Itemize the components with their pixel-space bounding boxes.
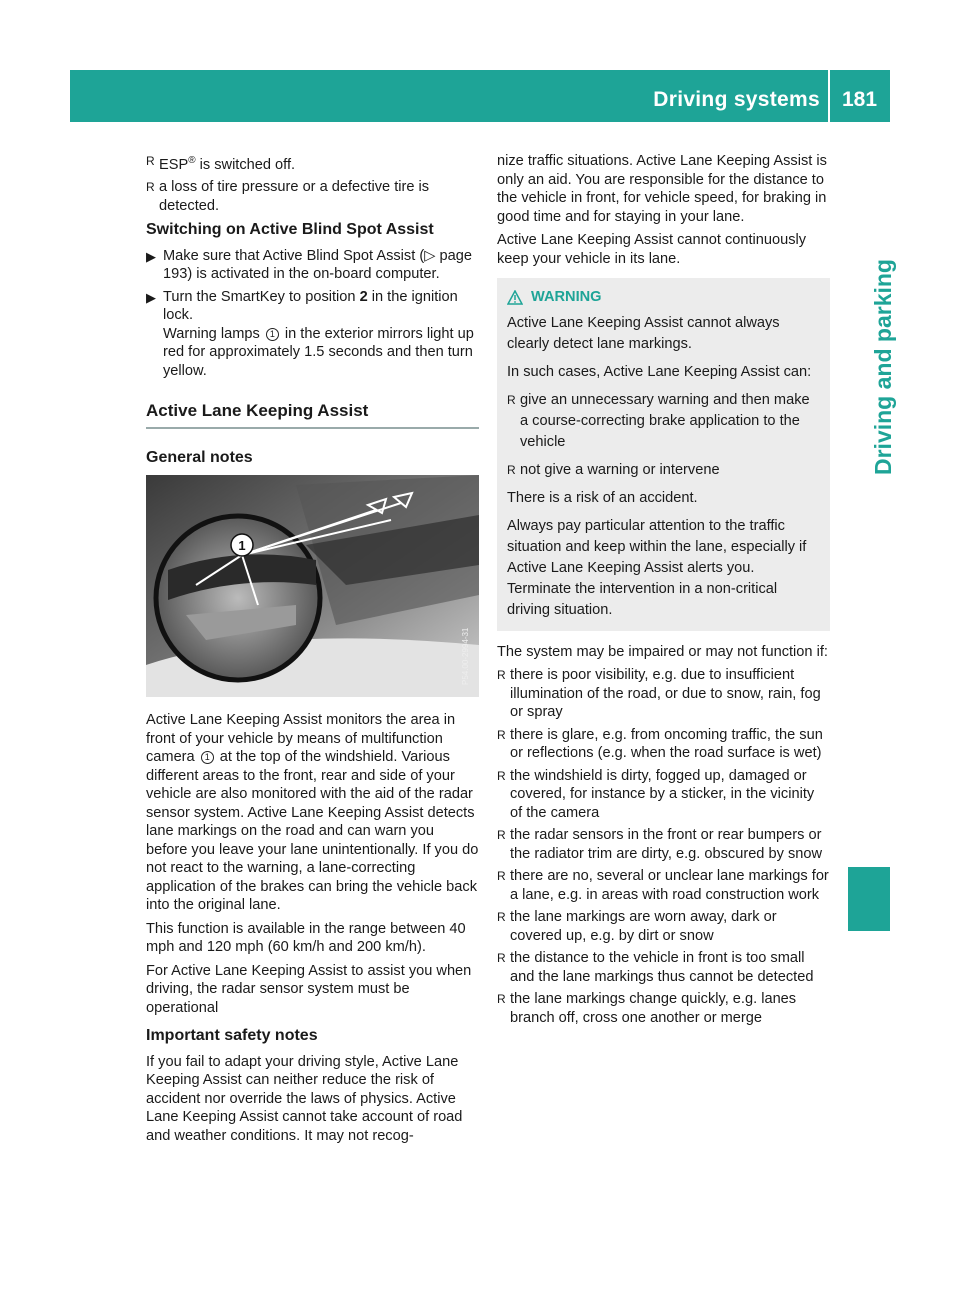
list-item: R the radar sensors in the front or rear bumpers or the radiator trim are dirty, e.g. obscured by snow — [497, 827, 823, 862]
callout-1-icon: 1 — [266, 328, 279, 341]
paragraph: nize traffic situations. Active Lane Keeping Assist is only an aid. You are responsible for the distance to the vehicle in front, for vehicle speed, for braking in good time and for staying in your lane. — [497, 153, 827, 225]
bullet-mark: R — [497, 869, 506, 883]
bullet-mark: R — [497, 910, 506, 924]
list-item: R not give a warning or intervene — [507, 460, 820, 481]
list-item: R the lane markings change quickly, e.g. lanes branch off, cross one another or merge — [497, 991, 797, 1026]
section-heading: Active Lane Keeping Assist — [146, 401, 369, 421]
left-column — [146, 152, 479, 1150]
page-ref-icon: ▷ — [424, 247, 436, 264]
side-tab-marker — [848, 867, 890, 931]
bullet-mark: R — [146, 154, 155, 168]
windshield-camera-photo — [146, 475, 479, 697]
bullet-mark: R — [507, 392, 516, 407]
arrow-icon: ▶ — [146, 289, 156, 305]
paragraph: The system may be impaired or may not function if: — [497, 643, 828, 660]
bullet-mark: R — [497, 951, 506, 965]
list-item: R there are no, several or unclear lane markings for a lane, e.g. in areas with road construction work — [497, 868, 829, 903]
list-item: R there is glare, e.g. from oncoming traffic, the sun or reflections (e.g. when the road surface is wet) — [497, 726, 823, 761]
warning-title: WARNING — [507, 288, 820, 307]
bullet-mark: R — [507, 462, 516, 477]
list-item: R ESP® is switched off. — [146, 154, 296, 173]
list-item: R the lane markings are worn away, dark or covered up, e.g. by dirt or snow — [497, 909, 777, 944]
arrow-icon: ▶ — [146, 248, 156, 264]
page-number: 181 — [842, 88, 878, 111]
bullet-mark: R — [497, 768, 506, 783]
paragraph: If you fail to adapt your driving style, Active Lane Keeping Assist can neither reduce the risk of accident nor override the laws of physics. Active Lane Keeping Assist cannot take account of road and weather conditions. It may not recog- — [146, 1053, 463, 1144]
safety-heading: Important safety notes — [146, 1027, 318, 1045]
paragraph: Active Lane Keeping Assist cannot continuously keep your vehicle in its lane. — [497, 232, 807, 267]
list-item: R the distance to the vehicle in front is too small and the lane markings thus cannot be detected — [497, 950, 814, 985]
warning-triangle-icon — [507, 290, 523, 305]
list-item: R the windshield is dirty, fogged up, damaged or covered, for instance by a sticker, in the vicinity of the camera — [497, 767, 815, 821]
side-tab-label: Driving and parking — [870, 259, 896, 475]
instruction-step: ▶ Make sure that Active Blind Spot Assist (▷ page 193) is activated in the on-board computer. — [146, 247, 472, 283]
bullet-mark: R — [497, 828, 506, 842]
instruction-step: ▶ Turn the SmartKey to position 2 in the ignition lock. Warning lamps 1 in the exterior mirrors light up red for approximately 1.5 seconds and then turn yellow. — [146, 288, 474, 379]
list-item: R give an unnecessary warning and then make a course-correcting brake application to the vehicle — [507, 391, 810, 450]
switch-heading: Switching on Active Blind Spot Assist — [146, 221, 434, 239]
warning-text: In such cases, Active Lane Keeping Assist can: — [507, 363, 812, 380]
right-column — [497, 152, 830, 1031]
list-item: R a loss of tire pressure or a defective tire is detected. — [146, 179, 430, 214]
bullet-mark: R — [146, 180, 155, 195]
general-notes-heading: General notes — [146, 448, 253, 466]
paragraph: Active Lane Keeping Assist monitors the area in front of your vehicle by means of multifunction camera 1 at the top of the windshield. Various different areas to the front, rear and side of your vehicle are also monitored with the aid of the radar sensor system. Active Lane Keeping Assist detects lane markings on the road and can warn you before you leave your lane unintentionally. If you do not react to the warning, a lane-correcting application of the brakes can bring the vehicle back into the original lane. — [146, 712, 479, 914]
warning-text: Active Lane Keeping Assist cannot always clearly detect lane markings. — [507, 314, 780, 352]
callout-1-label: 1 — [238, 538, 246, 554]
image-code: P54.00-2994-31 — [461, 627, 470, 686]
paragraph: This function is available in the range between 40 mph and 120 mph (60 km/h and 200 km/h). — [146, 920, 466, 956]
bullet-mark: R — [497, 992, 506, 1006]
section-heading-block — [146, 402, 479, 429]
bullet-mark: R — [497, 727, 506, 742]
list-item: R there is poor visibility, e.g. due to insufficient illumination of the road, or due to snow, rain, fog or spray — [497, 667, 821, 720]
warning-text: Always pay particular attention to the traffic situation and keep within the lane, especially if Active Lane Keeping Assist alerts you. Terminate the intervention in a non-critical driving situation. — [507, 517, 807, 618]
paragraph: For Active Lane Keeping Assist to assist you when driving, the radar sensor system must be operational — [146, 962, 472, 1016]
page-section-title: Driving systems — [653, 88, 820, 111]
callout-1-icon: 1 — [201, 751, 214, 764]
warning-text: There is a risk of an accident. — [507, 489, 698, 506]
bullet-mark: R — [497, 668, 506, 682]
warning-box — [497, 278, 830, 631]
header-separator — [828, 70, 830, 122]
